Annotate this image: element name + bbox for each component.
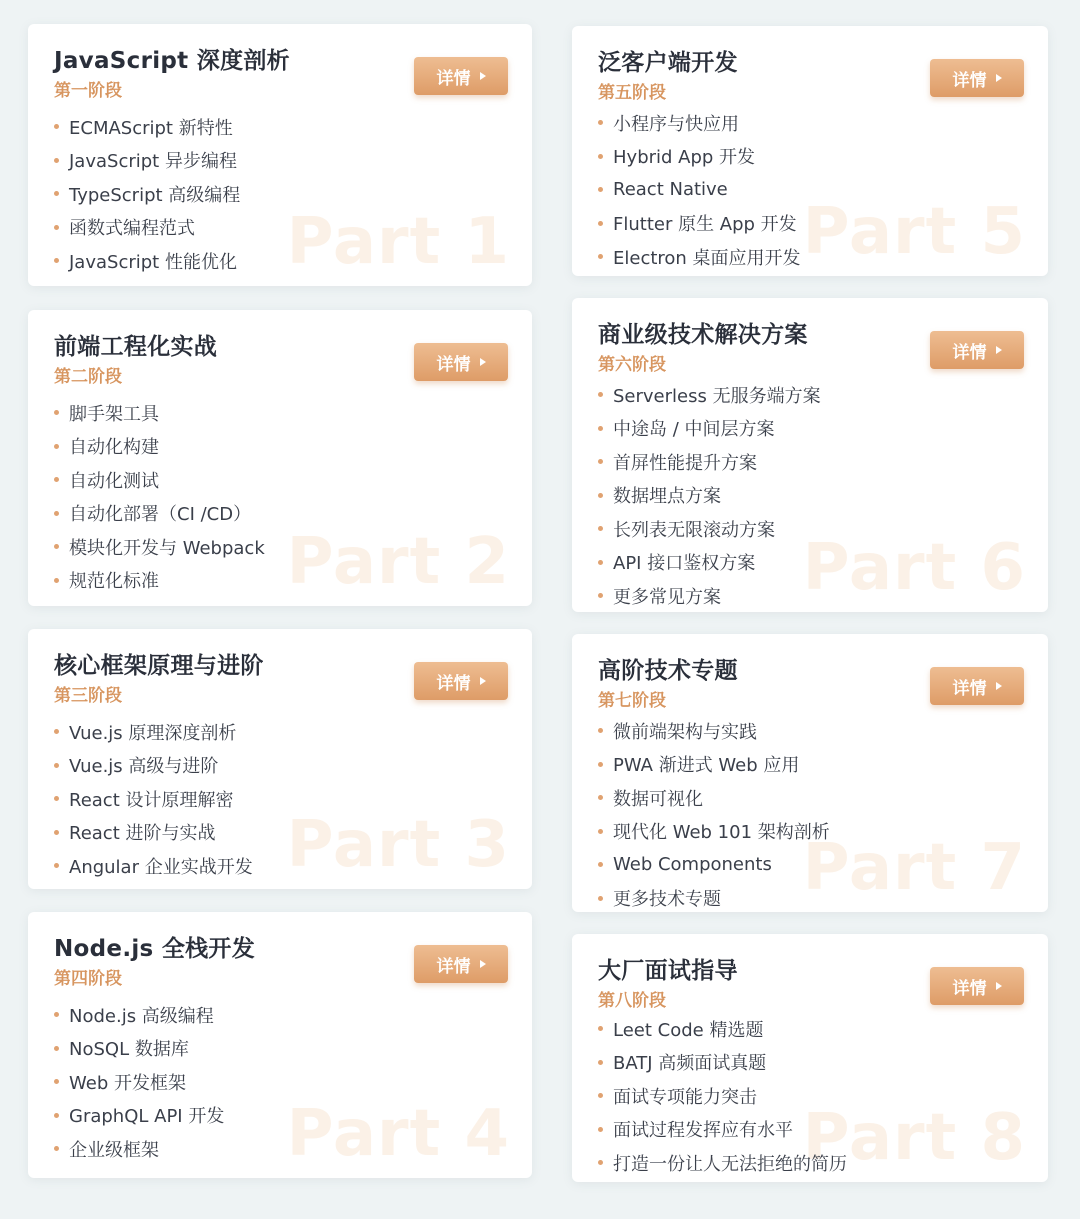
bullet-icon [598,1026,603,1031]
topic-text: 面试专项能力突击 [613,1086,757,1108]
course-card [572,298,1048,612]
topic-text: 规范化标准 [69,571,159,593]
topic-item [598,882,830,913]
card-title: 高阶技术专题 [598,658,738,684]
details-button[interactable] [414,662,508,700]
bullet-icon [598,459,603,464]
topic-text: Serverless 无服务端方案 [613,385,821,407]
card-title: 大厂面试指导 [598,958,738,984]
part-watermark: Part 3 [286,808,510,882]
topic-text: 现代化 Web 101 架构剖析 [613,822,830,844]
bullet-icon [54,863,59,868]
course-card [572,934,1048,1182]
bullet-icon [598,120,603,125]
details-button-label: 详情 [952,978,987,999]
topic-item [54,211,240,245]
bullet-icon [598,426,603,431]
topic-text: 脚手架工具 [69,403,159,425]
topic-item [598,579,821,612]
topic-item [598,748,830,782]
topic-text: 企业级框架 [69,1139,159,1161]
topic-list [54,715,253,883]
topic-item [598,378,821,412]
play-arrow-icon [480,72,486,80]
topic-item [598,781,830,815]
course-card [572,26,1048,276]
bullet-icon [598,896,603,901]
stage-label: 第二阶段 [54,367,122,387]
topic-text: React Native [613,179,728,201]
bullet-icon [598,493,603,498]
topic-item [54,1099,224,1133]
topic-item [54,430,265,464]
topic-text: TypeScript 高级编程 [69,184,241,206]
bullet-icon [54,1012,59,1017]
topic-item [54,497,265,531]
topic-text: React 设计原理解密 [69,789,234,811]
bullet-icon [54,763,59,768]
bullet-icon [54,124,59,129]
topic-text: 自动化构建 [69,437,159,459]
topic-text: Vue.js 高级与进阶 [69,756,219,778]
topic-text: JavaScript 性能优化 [69,251,237,273]
topic-list [598,714,830,912]
topic-item [54,715,253,749]
bullet-icon [54,511,59,516]
play-arrow-icon [480,677,486,685]
topic-text: 微前端架构与实践 [613,721,757,743]
topic-item [598,412,821,446]
topic-text: PWA 渐进式 Web 应用 [613,755,800,777]
topic-text: Web 开发框架 [69,1072,186,1094]
topic-text: Flutter 原生 App 开发 [613,214,797,236]
topic-text: 自动化部署（CI /CD） [69,504,252,526]
topic-item [598,479,821,513]
topic-item [598,848,830,882]
topic-list [598,378,821,612]
bullet-icon [54,578,59,583]
course-card [28,912,532,1178]
topic-item [54,244,240,278]
stage-label: 第四阶段 [54,969,122,989]
course-card [572,634,1048,912]
stage-label: 第六阶段 [598,355,666,375]
bullet-icon [598,560,603,565]
topic-text: 长列表无限滚动方案 [613,519,775,541]
topic-item [598,1046,847,1080]
stage-label: 第三阶段 [54,686,122,706]
topic-text: 中途岛 / 中间层方案 [613,419,775,441]
stage-label: 第五阶段 [598,83,666,103]
topic-list [54,998,224,1166]
topic-item [54,782,253,816]
topic-text: 小程序与快应用 [613,113,739,135]
topic-text: Angular 企业实战开发 [69,856,253,878]
card-title: Node.js 全栈开发 [54,936,256,962]
bullet-icon [54,1146,59,1151]
topic-text: Node.js 高级编程 [69,1005,214,1027]
card-title: 核心框架原理与进阶 [54,653,264,679]
details-button-label: 详情 [952,70,987,91]
topic-item [54,1032,224,1066]
topic-text: 数据可视化 [613,788,703,810]
topic-text: 更多常见方案 [613,586,721,608]
bullet-icon [598,221,603,226]
topic-item [598,1079,847,1113]
topic-item [598,240,801,274]
part-watermark: Part 1 [286,205,510,279]
topic-item [54,998,224,1032]
bullet-icon [598,154,603,159]
part-watermark: Part 7 [802,831,1026,905]
details-button-label: 详情 [952,678,987,699]
topic-text: 自动化测试 [69,470,159,492]
bullet-icon [598,862,603,867]
topic-item [598,1113,847,1147]
topic-item [54,1065,224,1099]
topic-item [54,849,253,883]
topic-text: GraphQL API 开发 [69,1106,225,1128]
bullet-icon [54,729,59,734]
course-card [28,310,532,606]
topic-text: React 进阶与实战 [69,823,216,845]
details-button-label: 详情 [436,673,471,694]
topic-item [54,110,240,144]
part-watermark: Part 6 [802,531,1026,605]
topic-item [54,749,253,783]
course-card [28,24,532,286]
details-button[interactable] [414,343,508,381]
details-button[interactable] [414,57,508,95]
topic-item [598,1146,847,1180]
bullet-icon [54,158,59,163]
topic-item [54,564,265,598]
bullet-icon [598,392,603,397]
card-title: JavaScript 深度剖析 [54,48,290,74]
bullet-icon [598,728,603,733]
topic-text: Leet Code 精选题 [613,1019,764,1041]
bullet-icon [598,1060,603,1065]
topic-item [54,1132,224,1166]
topic-item [598,714,830,748]
part-watermark: Part 5 [802,195,1026,269]
topic-text: 函数式编程范式 [69,218,195,240]
bullet-icon [54,1046,59,1051]
topic-item [598,173,801,207]
details-button[interactable] [930,967,1024,1005]
bullet-icon [54,1079,59,1084]
topic-item [598,140,801,174]
details-button[interactable] [930,667,1024,705]
bullet-icon [54,410,59,415]
topic-list [598,106,801,274]
topic-text: Electron 桌面应用开发 [613,247,801,269]
topic-item [54,463,265,497]
topic-item [598,815,830,849]
topic-text: ECMAScript 新特性 [69,117,233,139]
bullet-icon [598,762,603,767]
topic-list [54,110,240,278]
topic-item [598,207,801,241]
topic-item [54,816,253,850]
play-arrow-icon [996,682,1002,690]
bullet-icon [598,1127,603,1132]
topic-text: 数据埋点方案 [613,486,721,508]
play-arrow-icon [996,346,1002,354]
topic-text: NoSQL 数据库 [69,1039,189,1061]
bullet-icon [598,1160,603,1165]
bullet-icon [598,593,603,598]
card-title: 前端工程化实战 [54,334,218,360]
bullet-icon [598,829,603,834]
card-title: 泛客户端开发 [598,50,738,76]
details-button-label: 详情 [952,342,987,363]
topic-item [54,144,240,178]
details-button-label: 详情 [436,956,471,977]
topic-text: Hybrid App 开发 [613,147,756,169]
topic-text: 面试过程发挥应有水平 [613,1120,793,1142]
topic-list [54,396,265,597]
topic-item [598,546,821,580]
topic-text: BATJ 高频面试真题 [613,1053,767,1075]
details-button[interactable] [930,59,1024,97]
bullet-icon [54,258,59,263]
bullet-icon [54,477,59,482]
play-arrow-icon [996,982,1002,990]
details-button[interactable] [414,945,508,983]
part-watermark: Part 8 [802,1101,1026,1175]
play-arrow-icon [996,74,1002,82]
topic-list [598,1012,847,1180]
bullet-icon [54,191,59,196]
details-button-label: 详情 [436,354,471,375]
bullet-icon [598,526,603,531]
play-arrow-icon [480,358,486,366]
part-watermark: Part 2 [286,525,510,599]
stage-label: 第一阶段 [54,81,122,101]
stage-label: 第七阶段 [598,691,666,711]
course-card [28,629,532,889]
details-button[interactable] [930,331,1024,369]
topic-text: 更多技术专题 [613,889,721,911]
topic-item [54,396,265,430]
bullet-icon [54,225,59,230]
topic-item [598,445,821,479]
topic-text: JavaScript 异步编程 [69,151,237,173]
card-title: 商业级技术解决方案 [598,322,808,348]
bullet-icon [54,544,59,549]
details-button-label: 详情 [436,68,471,89]
bullet-icon [598,187,603,192]
topic-item [598,106,801,140]
topic-text: 打造一份让人无法拒绝的简历 [613,1153,847,1175]
topic-text: 模块化开发与 Webpack [69,537,265,559]
topic-item [598,1012,847,1046]
topic-text: 首屏性能提升方案 [613,452,757,474]
topic-item [598,512,821,546]
bullet-icon [598,1093,603,1098]
bullet-icon [598,254,603,259]
bullet-icon [54,444,59,449]
play-arrow-icon [480,960,486,968]
topic-text: Vue.js 原理深度剖析 [69,722,237,744]
part-watermark: Part 4 [286,1097,510,1171]
topic-item [54,530,265,564]
topic-item [54,177,240,211]
topic-text: Web Components [613,854,772,876]
bullet-icon [54,796,59,801]
bullet-icon [598,795,603,800]
stage-label: 第八阶段 [598,991,666,1011]
bullet-icon [54,1113,59,1118]
topic-text: API 接口鉴权方案 [613,553,756,575]
bullet-icon [54,830,59,835]
